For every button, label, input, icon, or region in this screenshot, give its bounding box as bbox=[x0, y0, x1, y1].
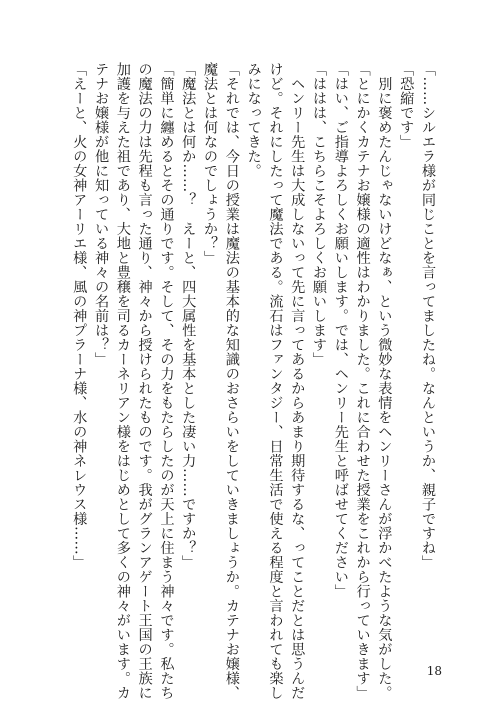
text-line: 「はい、ご指導よろしくお願いします。では、ヘンリー先生と呼ばせてください」 bbox=[332, 62, 349, 599]
text-line: 「えーと、火の女神アーリエ様、風の神プラーナ様、水の神ネレウス様……」 bbox=[71, 62, 88, 570]
text-line: 「とにかくカテナお嬢様の適性はわかりました。これに合わせた授業をこれから行っていきます」 bbox=[354, 62, 371, 700]
text-line: みになってきた。 bbox=[245, 62, 262, 178]
text-line: 「魔法とは何か……？ えーと、四大属性を基本とした凄い力……ですか？」 bbox=[180, 62, 197, 570]
text-line: の魔法の力は先程も言った通り、神々から授けられたものです。我がグランアゲート王国の王族に bbox=[136, 62, 153, 700]
text-line: 魔法とは何なのでしょうか？」 bbox=[202, 62, 219, 265]
text-line: 「……シルエラ様が同じことを言ってましたね。なんというか、親子ですね」 bbox=[420, 62, 436, 570]
text-line: ヘンリー先生は大成しないって先に言ってあるからあまり期待するな、ってことだとは思うんだ bbox=[289, 62, 306, 700]
text-line: テナお嬢様が他に知っている神々の名前は？」 bbox=[93, 62, 110, 367]
text-line: 「恐縮です」 bbox=[398, 62, 415, 149]
text-line: けど。それにしたって魔法である。流石はファンタジー、日常生活で使える程度と言われても楽し bbox=[267, 62, 284, 700]
text-line: 別に褒めたんじゃないけどなぁ、という微妙な表情をヘンリーさんが浮かべたような気がした。 bbox=[376, 62, 393, 700]
text-line: 「ははは、こちらこそよろしくお願いします」 bbox=[311, 62, 328, 367]
text-line: 加護を与えた祖であり、大地と豊穣を司るカーネリアン様をはじめとして多くの神々がいます。カ bbox=[114, 62, 131, 700]
text-line: 「それでは、今日の授業は魔法の基本的な知識のおさらいをしていきましょうか。カテナお嬢様、 bbox=[223, 62, 240, 700]
page-number: 18 bbox=[426, 664, 442, 678]
text-line: 「簡単に纏めるとその通りです。そして、その力をもたらしたのが天上に住まう神々です。私たち bbox=[158, 62, 175, 700]
